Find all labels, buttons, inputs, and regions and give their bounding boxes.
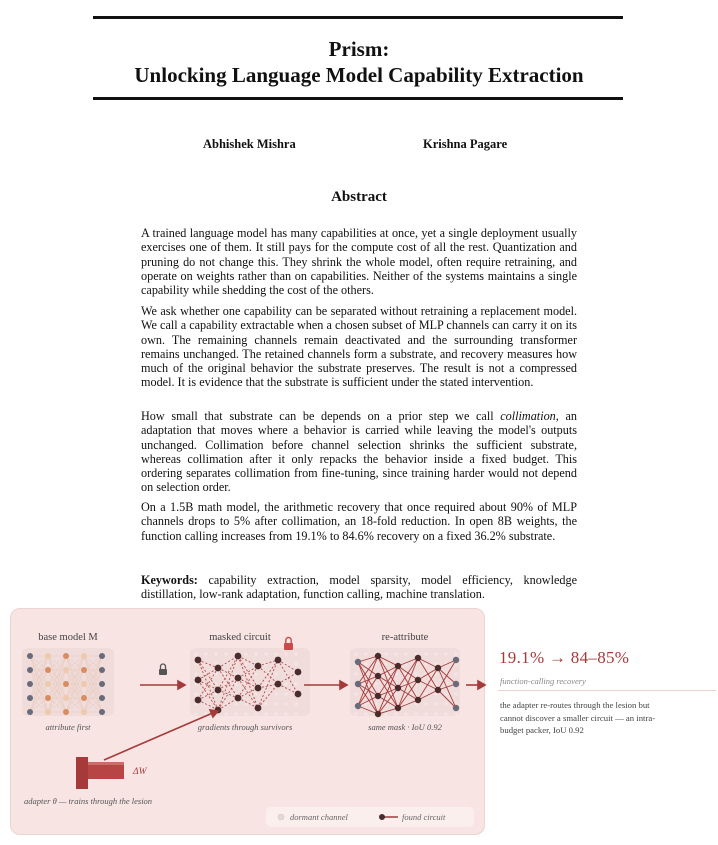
abstract-paragraph-1: A trained language model has many capabilities at once, yet a single deployment usually exercises one of them. It still pays for the compute cost of all the rest. Quantization and pruning do not change this. They shrink the whole model, often require retraining, and operate on weights rather than on capabilities. Neither of the systems maintains a single capability while shedding the cost of the others. bbox=[141, 226, 577, 298]
dormant-node bbox=[224, 712, 227, 715]
base-node bbox=[81, 695, 87, 701]
dormant-node bbox=[284, 712, 287, 715]
circuit-node bbox=[453, 657, 459, 663]
arrow-3-head bbox=[478, 681, 485, 689]
dormant-node bbox=[434, 652, 437, 655]
legend-circuit-dot bbox=[379, 814, 385, 820]
dormant-node bbox=[444, 692, 447, 695]
base-node bbox=[81, 653, 87, 659]
network-reattr bbox=[354, 652, 459, 717]
circuit-node bbox=[275, 681, 282, 688]
adapter-caption: adapter θ — trains through the lesion bbox=[24, 796, 153, 806]
reattr-edge bbox=[378, 666, 398, 714]
dormant-node bbox=[264, 652, 267, 655]
author-1: Abhishek Mishra bbox=[203, 137, 296, 151]
circuit-node bbox=[295, 669, 302, 676]
dormant-node bbox=[254, 652, 257, 655]
circuit-node bbox=[415, 697, 421, 703]
circuit-node bbox=[255, 705, 262, 712]
dormant-node bbox=[394, 712, 397, 715]
circuit-node bbox=[355, 659, 361, 665]
base-node bbox=[27, 695, 33, 701]
lock-icon bbox=[159, 664, 167, 675]
dormant-node bbox=[224, 652, 227, 655]
base-node bbox=[63, 695, 69, 701]
dormant-node bbox=[234, 702, 237, 705]
dormant-node bbox=[434, 702, 437, 705]
panel-label-masked: masked circuit bbox=[209, 632, 271, 643]
base-node bbox=[27, 681, 33, 687]
adapter-arrow bbox=[104, 712, 215, 760]
circuit-node bbox=[215, 665, 222, 672]
dormant-node bbox=[364, 712, 367, 715]
side-rule bbox=[498, 690, 716, 691]
arrow-1-head bbox=[178, 681, 185, 689]
panel-label-reattr: re-attribute bbox=[381, 632, 429, 643]
panel-label-base: base model M bbox=[38, 632, 98, 643]
dormant-node bbox=[254, 672, 257, 675]
base-node bbox=[63, 681, 69, 687]
dormant-node bbox=[294, 682, 297, 685]
recovery-headline: 19.1% → 84–85% bbox=[499, 648, 630, 667]
base-node bbox=[81, 681, 87, 687]
dormant-node bbox=[364, 652, 367, 655]
base-node bbox=[45, 667, 51, 673]
base-node bbox=[45, 653, 51, 659]
circuit-node bbox=[295, 691, 302, 698]
circuit-node bbox=[435, 665, 441, 671]
dormant-node bbox=[214, 672, 217, 675]
title-line-1: Prism: bbox=[328, 37, 390, 61]
dormant-node bbox=[414, 672, 417, 675]
base-node bbox=[99, 709, 105, 715]
panel-caption-masked: gradients through survivors bbox=[197, 722, 293, 732]
keywords-list: capability extraction, model sparsity, model efficiency, knowledge distillation, low-rank adaptation, function calling, machine translation. bbox=[141, 573, 577, 602]
masked-edge bbox=[238, 666, 258, 678]
circuit-node bbox=[195, 677, 202, 684]
dormant-node bbox=[394, 652, 397, 655]
dormant-node bbox=[294, 662, 297, 665]
dormant-node bbox=[284, 702, 287, 705]
dormant-node bbox=[294, 652, 297, 655]
circuit-node bbox=[375, 711, 381, 717]
p3-before: How small that substrate can be depends on a prior step we call bbox=[141, 409, 501, 423]
keywords-label: Keywords: bbox=[141, 573, 198, 587]
circuit-node bbox=[275, 657, 282, 664]
dormant-node bbox=[354, 672, 357, 675]
adapter-block bbox=[76, 757, 124, 789]
dormant-node bbox=[254, 712, 257, 715]
masked-edge bbox=[278, 660, 298, 672]
dormant-node bbox=[274, 712, 277, 715]
base-node bbox=[45, 709, 51, 715]
abstract-heading: Abstract bbox=[331, 189, 387, 205]
dormant-node bbox=[214, 682, 217, 685]
legend-circuit-label: found circuit bbox=[402, 812, 446, 822]
base-node bbox=[81, 709, 87, 715]
dormant-node bbox=[274, 692, 277, 695]
dormant-node bbox=[264, 692, 267, 695]
circuit-node bbox=[395, 685, 401, 691]
dormant-node bbox=[244, 652, 247, 655]
circuit-node bbox=[235, 695, 242, 702]
dormant-node bbox=[214, 652, 217, 655]
dormant-node bbox=[454, 652, 457, 655]
circuit-node bbox=[375, 653, 381, 659]
abstract-paragraph-2: We ask whether one capability can be separated without retraining a replacement model. We call a capability extractable when a chosen subset of MLP channels can carry it on its own. The remaining channels remain deactivated and the surrounding transformer remains unchanged. The retained channels form a substrate, and recovery measures how much of the original behavior the substrate preserves. The result is not a compressed model. It is evidence that the substrate is sufficient under the stated intervention. bbox=[141, 304, 577, 390]
circuit-node bbox=[453, 705, 459, 711]
dormant-node bbox=[384, 712, 387, 715]
recovery-subtitle: function-calling recovery bbox=[500, 676, 586, 686]
reattr-edge bbox=[378, 676, 398, 688]
title-line-2: Unlocking Language Model Capability Extraction bbox=[134, 63, 584, 87]
circuit-node bbox=[255, 663, 262, 670]
base-node bbox=[63, 709, 69, 715]
dormant-node bbox=[274, 672, 277, 675]
dormant-node bbox=[354, 692, 357, 695]
dormant-node bbox=[374, 682, 377, 685]
dormant-node bbox=[444, 652, 447, 655]
dormant-node bbox=[234, 712, 237, 715]
dormant-node bbox=[244, 712, 247, 715]
panel-caption-reattr: same mask · IoU 0.92 bbox=[368, 722, 442, 732]
arrow-2-head bbox=[340, 681, 347, 689]
circuit-node bbox=[415, 677, 421, 683]
base-node bbox=[27, 709, 33, 715]
circuit-node bbox=[235, 653, 242, 660]
dormant-node bbox=[424, 712, 427, 715]
circuit-node bbox=[435, 687, 441, 693]
dormant-node bbox=[284, 652, 287, 655]
base-node bbox=[63, 667, 69, 673]
dormant-node bbox=[244, 702, 247, 705]
circuit-node bbox=[195, 657, 202, 664]
dormant-node bbox=[424, 702, 427, 705]
abstract-paragraph-4: On a 1.5B math model, the arithmetic recovery that once required about 90% of MLP channels drops to 5% after collimation, an 18-fold reduction. In open 8B weights, the function calling increases from 19.1% to 84.6% recovery on a fixed 36.2% substrate. bbox=[141, 500, 577, 543]
dormant-node bbox=[234, 682, 237, 685]
dormant-node bbox=[254, 692, 257, 695]
circuit-node bbox=[395, 705, 401, 711]
dormant-node bbox=[264, 702, 267, 705]
dormant-node bbox=[294, 712, 297, 715]
circuit-node bbox=[355, 681, 361, 687]
base-node bbox=[45, 681, 51, 687]
dormant-node bbox=[454, 712, 457, 715]
author-2: Krishna Pagare bbox=[423, 137, 508, 151]
lock-icon-red bbox=[284, 638, 293, 651]
dormant-node bbox=[404, 712, 407, 715]
dormant-node bbox=[294, 702, 297, 705]
dormant-node bbox=[424, 652, 427, 655]
dormant-node bbox=[194, 652, 197, 655]
dormant-node bbox=[454, 692, 457, 695]
base-node bbox=[81, 667, 87, 673]
dormant-node bbox=[364, 662, 367, 665]
base-node bbox=[99, 653, 105, 659]
dormant-node bbox=[394, 692, 397, 695]
base-node bbox=[45, 695, 51, 701]
base-node bbox=[99, 695, 105, 701]
panel-caption-base: attribute first bbox=[45, 722, 91, 732]
dormant-node bbox=[264, 712, 267, 715]
side-description: the adapter re-routes through the lesion but cannot discover a smaller circuit — an intra-budget packer, IoU 0.92 bbox=[500, 700, 656, 735]
dormant-node bbox=[194, 672, 197, 675]
dormant-node bbox=[244, 662, 247, 665]
circuit-node bbox=[355, 703, 361, 709]
circuit-node bbox=[215, 687, 222, 694]
dormant-node bbox=[354, 712, 357, 715]
base-node bbox=[99, 681, 105, 687]
dormant-node bbox=[414, 712, 417, 715]
dormant-node bbox=[444, 702, 447, 705]
circuit-node bbox=[415, 655, 421, 661]
dormant-node bbox=[354, 652, 357, 655]
dormant-node bbox=[284, 692, 287, 695]
dormant-node bbox=[454, 672, 457, 675]
circuit-node bbox=[255, 685, 262, 692]
circuit-node bbox=[375, 673, 381, 679]
dormant-node bbox=[194, 712, 197, 715]
circuit-node bbox=[195, 697, 202, 704]
circuit-node bbox=[395, 663, 401, 669]
circuit-node bbox=[235, 675, 242, 682]
dormant-node bbox=[274, 702, 277, 705]
adapter-arrow-head bbox=[210, 710, 218, 717]
legend-dormant-label: dormant channel bbox=[290, 812, 348, 822]
p3-after: , an adaptation that moves where a behavior is carried while leaving the model's outputs unchanged. Collimation before channel selection shrinks the sufficient substrate, whereas collimation after it only repacks the behavior inside a fixed budget. This ordering separates collimation from fine-tuning, since training harder would not depend on selection order. bbox=[141, 409, 577, 495]
dormant-node bbox=[194, 692, 197, 695]
flow-arrows bbox=[104, 681, 485, 760]
reattr-edge bbox=[358, 684, 378, 696]
collimation-term: collimation bbox=[500, 409, 556, 423]
masked-edge bbox=[218, 656, 238, 668]
reattr-edge bbox=[438, 690, 456, 708]
dormant-node bbox=[444, 712, 447, 715]
reattr-edge bbox=[438, 668, 456, 684]
dormant-node bbox=[274, 652, 277, 655]
dormant-node bbox=[284, 682, 287, 685]
base-node bbox=[27, 667, 33, 673]
legend-dormant-dot bbox=[278, 814, 284, 820]
circuit-node bbox=[375, 693, 381, 699]
network-base bbox=[27, 653, 105, 715]
dormant-node bbox=[404, 652, 407, 655]
base-node bbox=[99, 667, 105, 673]
dormant-node bbox=[204, 652, 207, 655]
delta-w-label: ΔW bbox=[133, 767, 147, 777]
base-node bbox=[63, 653, 69, 659]
dormant-node bbox=[384, 662, 387, 665]
network-masked bbox=[194, 652, 301, 715]
dormant-node bbox=[384, 652, 387, 655]
dormant-node bbox=[434, 712, 437, 715]
circuit-node bbox=[453, 681, 459, 687]
base-node bbox=[27, 653, 33, 659]
